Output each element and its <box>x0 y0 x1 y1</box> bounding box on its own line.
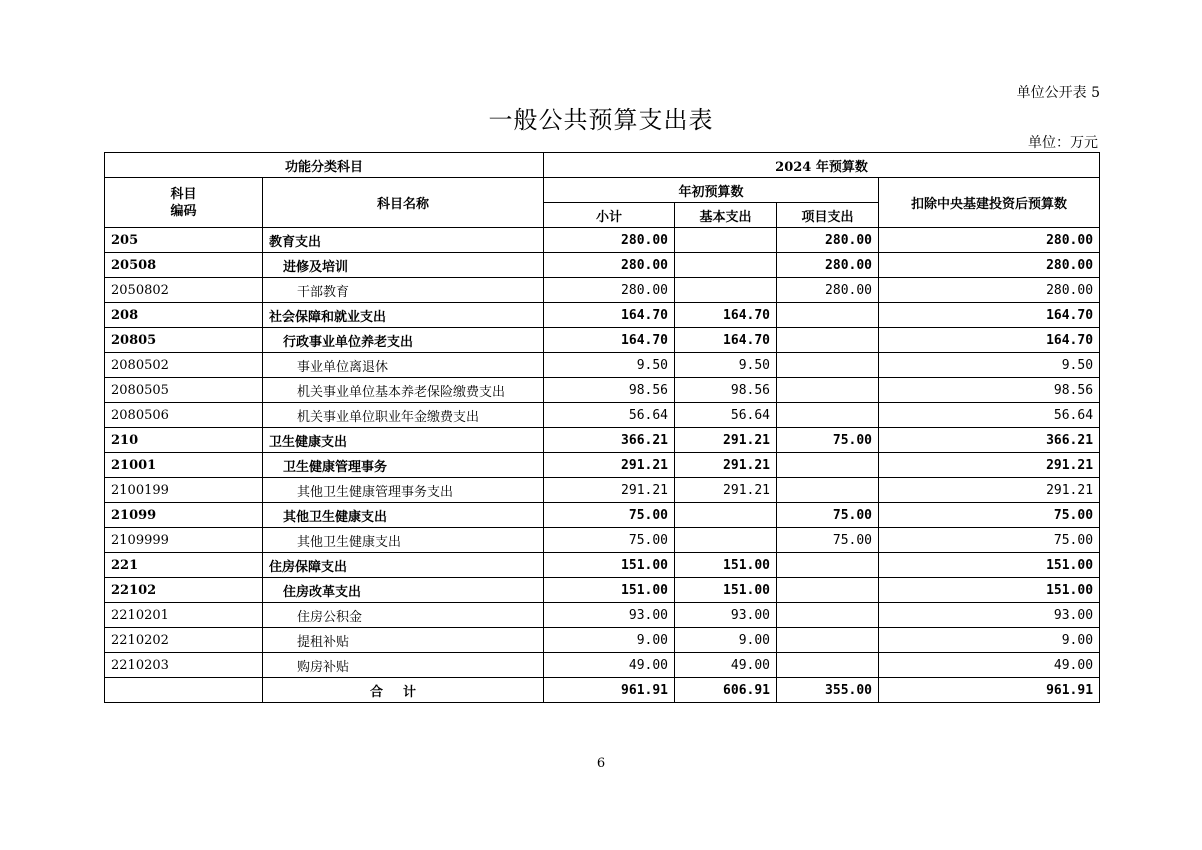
basic-cell: 291.21 <box>675 428 777 453</box>
basic-cell: 151.00 <box>675 578 777 603</box>
subtotal-cell: 291.21 <box>544 478 675 503</box>
subject-code-cell: 210 <box>105 428 263 453</box>
basic-header: 基本支出 <box>675 203 777 228</box>
project-cell <box>777 553 879 578</box>
subject-name-cell: 其他卫生健康支出 <box>263 503 544 528</box>
subject-name-cell: 其他卫生健康支出 <box>263 528 544 553</box>
table-row <box>105 278 1100 303</box>
basic-cell: 151.00 <box>675 553 777 578</box>
subject-code-cell: 20508 <box>105 253 263 278</box>
table-row <box>105 503 1100 528</box>
basic-cell <box>675 228 777 253</box>
project-cell: 75.00 <box>777 428 879 453</box>
subject-code-cell: 208 <box>105 303 263 328</box>
table-row <box>105 603 1100 628</box>
table-row <box>105 403 1100 428</box>
deduct-cell: 75.00 <box>879 503 1100 528</box>
subject-code-header: 科目 编码 <box>105 178 263 228</box>
subject-name-cell: 卫生健康管理事务 <box>263 453 544 478</box>
subject-name-cell: 住房改革支出 <box>263 578 544 603</box>
total-code-cell <box>105 678 263 703</box>
page-title: 一般公共预算支出表 <box>488 106 714 134</box>
subtotal-cell: 280.00 <box>544 278 675 303</box>
deduct-cell: 151.00 <box>879 578 1100 603</box>
table-row <box>105 428 1100 453</box>
project-cell <box>777 353 879 378</box>
table-row <box>105 253 1100 278</box>
total-basic-cell: 606.91 <box>675 678 777 703</box>
subject-code-cell: 2100199 <box>105 478 263 503</box>
project-header: 项目支出 <box>777 203 879 228</box>
subject-name-cell: 提租补贴 <box>263 628 544 653</box>
subject-code-cell: 2210201 <box>105 603 263 628</box>
subject-name-cell: 行政事业单位养老支出 <box>263 328 544 353</box>
basic-cell: 93.00 <box>675 603 777 628</box>
table-row <box>105 478 1100 503</box>
project-cell <box>777 453 879 478</box>
subject-name-cell: 住房公积金 <box>263 603 544 628</box>
subject-name-cell: 卫生健康支出 <box>263 428 544 453</box>
deduct-cell: 291.21 <box>879 453 1100 478</box>
basic-cell: 9.50 <box>675 353 777 378</box>
project-cell <box>777 378 879 403</box>
table-number: 单位公开表 5 <box>1016 85 1100 101</box>
subject-code-cell: 2080505 <box>105 378 263 403</box>
project-cell <box>777 653 879 678</box>
deduct-cell: 291.21 <box>879 478 1100 503</box>
subtotal-cell: 9.00 <box>544 628 675 653</box>
subject-name-header: 科目名称 <box>263 178 544 228</box>
project-cell <box>777 328 879 353</box>
budget-table <box>104 152 1100 703</box>
deduct-cell: 280.00 <box>879 228 1100 253</box>
project-cell: 280.00 <box>777 278 879 303</box>
deduct-cell: 75.00 <box>879 528 1100 553</box>
subject-name-cell: 干部教育 <box>263 278 544 303</box>
basic-cell: 98.56 <box>675 378 777 403</box>
subtotal-cell: 9.50 <box>544 353 675 378</box>
table-row <box>105 628 1100 653</box>
project-cell: 75.00 <box>777 528 879 553</box>
subtotal-cell: 56.64 <box>544 403 675 428</box>
subtotal-cell: 151.00 <box>544 553 675 578</box>
project-cell: 75.00 <box>777 503 879 528</box>
deduct-cell: 164.70 <box>879 303 1100 328</box>
subject-name-cell: 教育支出 <box>263 228 544 253</box>
deduct-cell: 93.00 <box>879 603 1100 628</box>
table-row <box>105 553 1100 578</box>
subject-name-cell: 事业单位离退休 <box>263 353 544 378</box>
subject-code-cell: 21001 <box>105 453 263 478</box>
unit-label: 单位：万元 <box>1028 135 1098 151</box>
subtotal-cell: 49.00 <box>544 653 675 678</box>
total-deduct-cell: 961.91 <box>879 678 1100 703</box>
deduct-header: 扣除中央基建投资后预算数 <box>879 178 1100 228</box>
deduct-cell: 56.64 <box>879 403 1100 428</box>
table-row <box>105 353 1100 378</box>
subtotal-cell: 164.70 <box>544 328 675 353</box>
subject-code-cell: 20805 <box>105 328 263 353</box>
subtotal-cell: 75.00 <box>544 503 675 528</box>
table-body <box>105 228 1100 703</box>
subject-name-cell: 其他卫生健康管理事务支出 <box>263 478 544 503</box>
basic-cell <box>675 253 777 278</box>
table-row <box>105 453 1100 478</box>
project-cell <box>777 403 879 428</box>
subject-name-cell: 购房补贴 <box>263 653 544 678</box>
subject-name-cell: 机关事业单位基本养老保险缴费支出 <box>263 378 544 403</box>
total-project-cell: 355.00 <box>777 678 879 703</box>
project-cell <box>777 628 879 653</box>
deduct-cell: 164.70 <box>879 328 1100 353</box>
deduct-cell: 9.00 <box>879 628 1100 653</box>
total-subtotal-cell: 961.91 <box>544 678 675 703</box>
budget-year-header: 2024 年预算数 <box>544 153 1100 178</box>
subtotal-cell: 291.21 <box>544 453 675 478</box>
subject-code-cell: 2210202 <box>105 628 263 653</box>
basic-cell <box>675 503 777 528</box>
subtotal-cell: 280.00 <box>544 253 675 278</box>
subject-name-cell: 社会保障和就业支出 <box>263 303 544 328</box>
project-cell <box>777 578 879 603</box>
subject-code-cell: 22102 <box>105 578 263 603</box>
subject-code-cell: 21099 <box>105 503 263 528</box>
subtotal-cell: 164.70 <box>544 303 675 328</box>
subject-name-cell: 机关事业单位职业年金缴费支出 <box>263 403 544 428</box>
deduct-cell: 280.00 <box>879 278 1100 303</box>
deduct-cell: 151.00 <box>879 553 1100 578</box>
subject-code-cell: 2210203 <box>105 653 263 678</box>
subtotal-cell: 366.21 <box>544 428 675 453</box>
table-row <box>105 578 1100 603</box>
basic-cell <box>675 528 777 553</box>
project-cell: 280.00 <box>777 253 879 278</box>
basic-cell <box>675 278 777 303</box>
page-number: 6 <box>596 756 606 771</box>
subject-code-cell: 221 <box>105 553 263 578</box>
basic-cell: 9.00 <box>675 628 777 653</box>
subject-code-cell: 2109999 <box>105 528 263 553</box>
project-cell <box>777 303 879 328</box>
subject-name-cell: 住房保障支出 <box>263 553 544 578</box>
basic-cell: 56.64 <box>675 403 777 428</box>
subtotal-cell: 151.00 <box>544 578 675 603</box>
project-cell: 280.00 <box>777 228 879 253</box>
basic-cell: 291.21 <box>675 453 777 478</box>
subtotal-header: 小计 <box>544 203 675 228</box>
deduct-cell: 366.21 <box>879 428 1100 453</box>
deduct-cell: 98.56 <box>879 378 1100 403</box>
total-row <box>105 678 1100 703</box>
table-row <box>105 303 1100 328</box>
basic-cell: 49.00 <box>675 653 777 678</box>
subject-code-cell: 205 <box>105 228 263 253</box>
func-class-header: 功能分类科目 <box>105 153 544 178</box>
basic-cell: 164.70 <box>675 303 777 328</box>
project-cell <box>777 603 879 628</box>
basic-cell: 164.70 <box>675 328 777 353</box>
subject-code-cell: 2080502 <box>105 353 263 378</box>
subtotal-cell: 75.00 <box>544 528 675 553</box>
deduct-cell: 9.50 <box>879 353 1100 378</box>
annual-budget-header: 年初预算数 <box>544 178 879 203</box>
subject-name-cell: 进修及培训 <box>263 253 544 278</box>
table-row <box>105 228 1100 253</box>
table-row <box>105 328 1100 353</box>
table-row <box>105 653 1100 678</box>
table-row <box>105 378 1100 403</box>
basic-cell: 291.21 <box>675 478 777 503</box>
deduct-cell: 280.00 <box>879 253 1100 278</box>
subtotal-cell: 93.00 <box>544 603 675 628</box>
subject-code-cell: 2050802 <box>105 278 263 303</box>
subject-code-cell: 2080506 <box>105 403 263 428</box>
subtotal-cell: 98.56 <box>544 378 675 403</box>
table-row <box>105 528 1100 553</box>
project-cell <box>777 478 879 503</box>
deduct-cell: 49.00 <box>879 653 1100 678</box>
subtotal-cell: 280.00 <box>544 228 675 253</box>
total-label: 合计 <box>263 678 544 703</box>
